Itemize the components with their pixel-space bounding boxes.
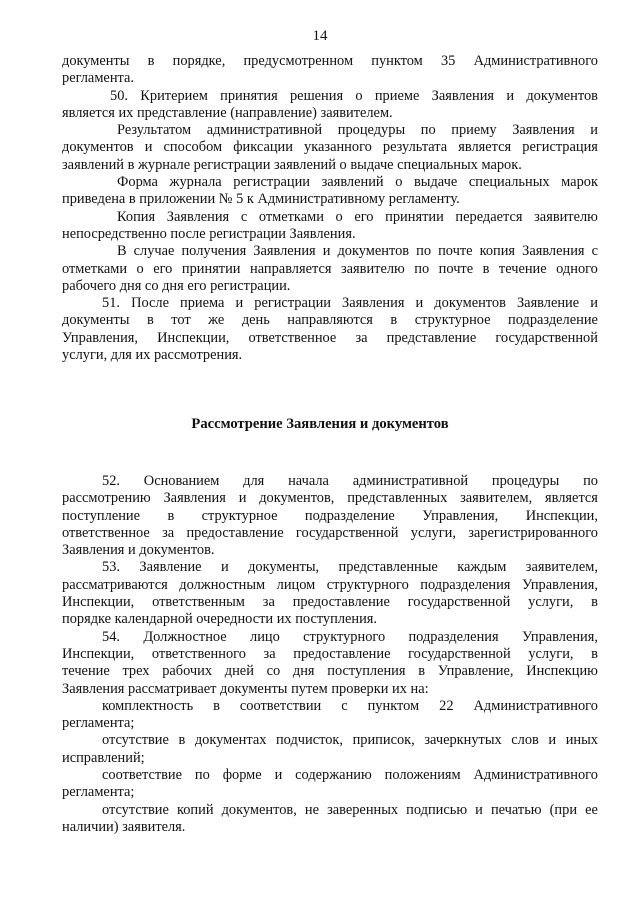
text-line: отсутствие копий документов, не заверенных подписью и печатью (при ее xyxy=(102,801,598,818)
text-line: 53. Заявление и документы, представленные каждым заявителем, xyxy=(102,559,598,576)
text-line: непосредственно после регистрации Заявления. xyxy=(62,225,356,242)
text-line: приведена в приложении № 5 к Административному регламенту. xyxy=(62,191,460,208)
text-line: Инспекции, ответственным за предоставление государственной услуги, в xyxy=(62,594,598,611)
text-line: 51. После приема и регистрации Заявления и документов Заявление и xyxy=(102,295,598,312)
text-line: Заявления рассматривает документы путем проверки их на: xyxy=(62,680,429,697)
text-line: 50. Критерием принятия решения о приеме Заявления и документов xyxy=(110,87,598,104)
text-line: документов и способом фиксации указанного результата является регистрация xyxy=(62,139,598,156)
text-line: регламента; xyxy=(62,715,135,732)
text-line: отсутствие в документах подчисток, приписок, зачеркнутых слов и иных xyxy=(102,732,598,749)
text-line: регламента. xyxy=(62,70,134,87)
text-line: порядке календарной очередности их поступления. xyxy=(62,611,378,628)
page-number: 14 xyxy=(312,28,328,44)
text-line: Результатом административной процедуры по приему Заявления и xyxy=(117,122,598,139)
text-line: течение трех рабочих дней со дня поступления в Управление, Инспекцию xyxy=(62,663,598,680)
text-line: заявлений в журнале регистрации заявлений о выдаче специальных марок. xyxy=(62,156,522,173)
text-line: рабочего дня со дня его регистрации. xyxy=(62,277,291,294)
section-heading: Рассмотрение Заявления и документов xyxy=(191,416,449,432)
text-line: является их представление (направление) заявителем. xyxy=(62,104,393,121)
text-line: Управления, Инспекции, ответственное за представление государственной xyxy=(62,329,598,346)
text-line: 52. Основанием для начала административной процедуры по xyxy=(102,473,598,489)
text-line: услуги, для их рассмотрения. xyxy=(62,347,243,364)
text-line: В случае получения Заявления и документов по почте копия Заявления с xyxy=(117,243,598,260)
text-line: наличии) заявителя. xyxy=(62,818,186,835)
text-line: исправлений; xyxy=(62,749,145,766)
text-line: документы в тот же день направляются в структурное подразделение xyxy=(62,312,598,329)
text-line: ответственное за предоставление государственной услуги, зарегистрированного xyxy=(62,524,598,541)
text-line: отметками о его принятии направляется заявителю по почте в течение одного xyxy=(62,260,598,277)
section-top-text xyxy=(62,53,598,364)
section-bottom-text xyxy=(62,473,598,836)
text-line: Инспекции, ответственного за предоставление государственной услуги, в xyxy=(62,645,598,662)
text-line: Копия Заявления с отметками о его принятии передается заявителю xyxy=(117,208,598,225)
text-line: рассмотрению Заявления и документов, представленных заявителем, является xyxy=(62,490,598,507)
text-line: соответствие по форме и содержанию положениям Административного xyxy=(102,767,598,784)
text-line: регламента; xyxy=(62,784,135,801)
text-line: поступление в структурное подразделение Управления, Инспекции, xyxy=(62,507,598,524)
text-line: Форма журнала регистрации заявлений о выдаче специальных марок xyxy=(117,174,598,191)
text-line: рассматриваются должностным лицом структурного подразделения Управления, xyxy=(62,576,598,593)
text-line: Заявления и документов. xyxy=(62,542,215,559)
text-line: документы в порядке, предусмотренном пунктом 35 Административного xyxy=(62,53,598,69)
text-line: комплектность в соответствии с пунктом 22 Административного xyxy=(102,697,598,714)
text-line: 54. Должностное лицо структурного подразделения Управления, xyxy=(102,628,598,645)
